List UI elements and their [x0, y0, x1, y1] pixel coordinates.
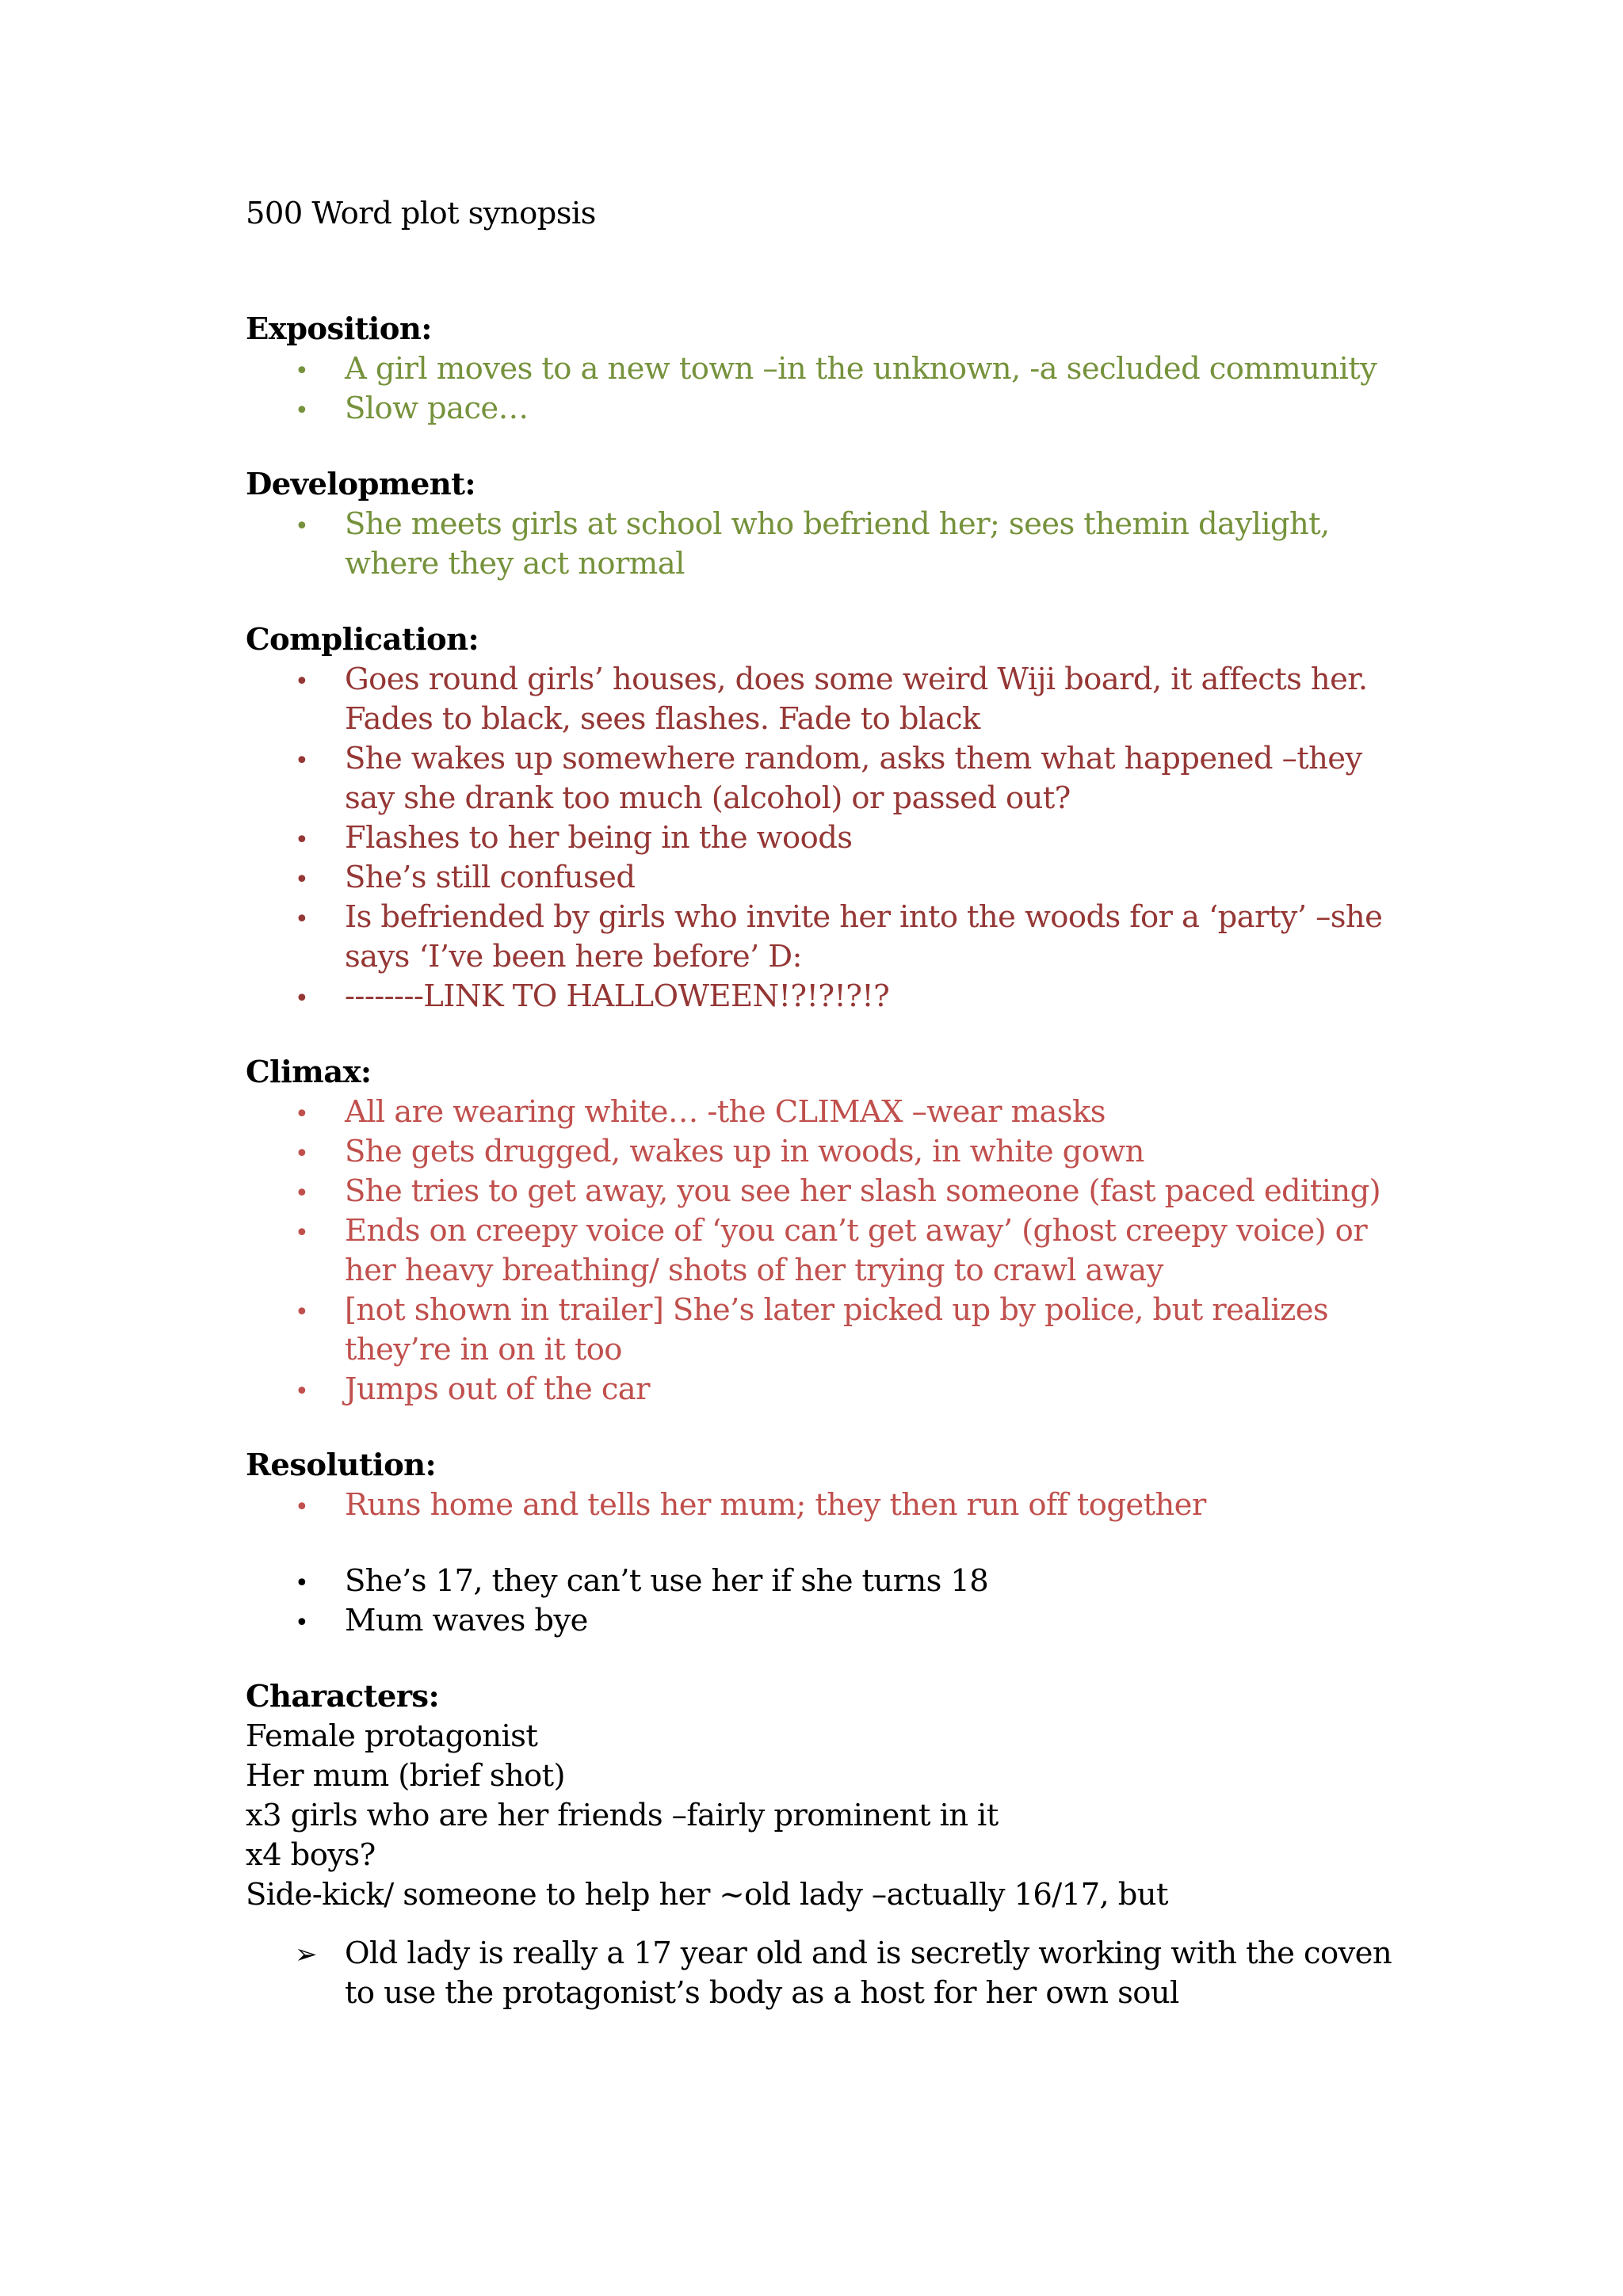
resolution-list — [246, 1486, 1395, 1525]
bullet-icon — [295, 1093, 327, 1135]
character-line: Side-kick/ someone to help her ~old lady –actually 16/17, but — [246, 1877, 1168, 1913]
list-item: • Mum waves bye — [246, 1601, 1395, 1641]
bullet-icon — [295, 1291, 327, 1333]
bullet-icon — [295, 349, 327, 391]
bullet-icon — [295, 1562, 327, 1604]
development-list — [246, 505, 1395, 584]
character-line: x4 boys? — [246, 1837, 376, 1873]
exposition-heading: Exposition: — [246, 311, 432, 347]
climax-list — [246, 1093, 1395, 1409]
list-item: • She wakes up somewhere random, asks them what happened –they say she drank too much (alcohol) or passed out? — [246, 739, 1395, 818]
list-item: • [not shown in trailer] She’s later picked up by police, but realizes they’re in on it too — [246, 1291, 1395, 1370]
list-item: • She gets drugged, wakes up in woods, in white gown — [246, 1132, 1395, 1172]
bullet-icon — [295, 505, 327, 547]
list-item: • Runs home and tells her mum; they then run off together — [246, 1486, 1395, 1525]
bullet-icon — [295, 977, 327, 1019]
development-heading: Development: — [246, 467, 475, 502]
bullet-icon — [295, 1601, 327, 1643]
list-item: • All are wearing white… -the CLIMAX –wear masks — [246, 1093, 1395, 1132]
list-item: • Ends on creepy voice of ‘you can’t get away’ (ghost creepy voice) or her heavy breathing/ shots of her trying to crawl away — [246, 1211, 1395, 1291]
complication-list — [246, 660, 1395, 1016]
character-line: Female protagonist — [246, 1718, 538, 1754]
complication-heading: Complication: — [246, 622, 479, 658]
bullet-icon — [295, 660, 327, 702]
bullet-icon — [295, 1211, 327, 1253]
bullet-icon — [295, 858, 327, 900]
list-item: • Slow pace… — [246, 389, 1395, 429]
characters-arrow-list — [246, 1934, 1395, 2013]
list-item: • She’s 17, they can’t use her if she turns 18 — [246, 1562, 1395, 1601]
bullet-icon — [295, 739, 327, 781]
list-item: • --------LINK TO HALLOWEEN!?!?!?!? — [246, 977, 1395, 1016]
list-item: • Is befriended by girls who invite her into the woods for a ‘party’ –she says ‘I’ve been here before’ D: — [246, 898, 1395, 977]
character-line: x3 girls who are her friends –fairly prominent in it — [246, 1798, 999, 1833]
list-item: • She’s still confused — [246, 858, 1395, 898]
characters-heading: Characters: — [246, 1679, 440, 1714]
list-item: • A girl moves to a new town –in the unknown, -a secluded community — [246, 349, 1395, 389]
arrow-bullet-icon — [295, 1934, 327, 1974]
list-item: ➢ Old lady is really a 17 year old and is secretly working with the coven to use the protagonist’s body as a host for her own soul — [246, 1934, 1395, 2013]
resolution-extra-list — [246, 1562, 1395, 1641]
climax-heading: Climax: — [246, 1055, 372, 1090]
list-item: • She meets girls at school who befriend her; sees themin daylight, where they act normal — [246, 505, 1395, 584]
document-title: 500 Word plot synopsis — [246, 196, 596, 231]
bullet-icon — [295, 818, 327, 860]
bullet-icon — [295, 898, 327, 940]
list-item: • Goes round girls’ houses, does some weird Wiji board, it affects her. Fades to black, sees flashes. Fade to black — [246, 660, 1395, 739]
document-page — [246, 194, 1395, 2013]
list-item: • Jumps out of the car — [246, 1370, 1395, 1409]
exposition-list — [246, 349, 1395, 429]
character-line: Her mum (brief shot) — [246, 1758, 565, 1794]
bullet-icon — [295, 1132, 327, 1174]
resolution-heading: Resolution: — [246, 1447, 437, 1483]
bullet-icon — [295, 1486, 327, 1527]
bullet-icon — [295, 1370, 327, 1412]
list-item: • Flashes to her being in the woods — [246, 818, 1395, 858]
bullet-icon — [295, 389, 327, 431]
bullet-icon — [295, 1172, 327, 1214]
list-item: • She tries to get away, you see her slash someone (fast paced editing) — [246, 1172, 1395, 1211]
